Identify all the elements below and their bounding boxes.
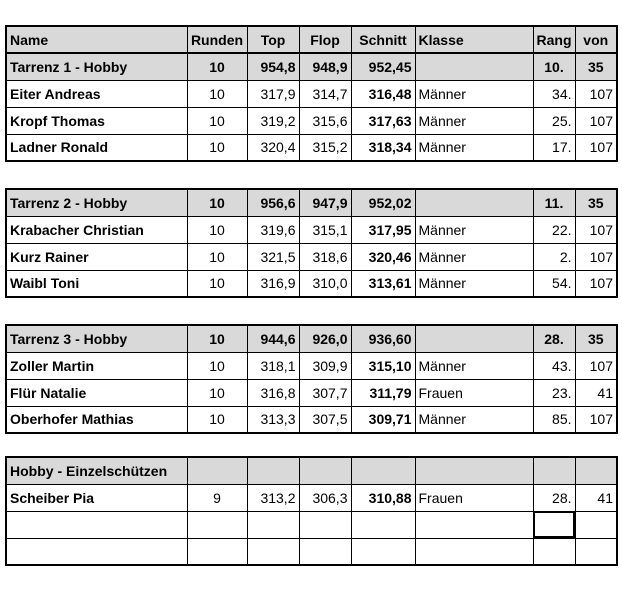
cell-von[interactable]: 107 — [575, 270, 617, 297]
cell-name[interactable]: Waibl Toni — [6, 270, 187, 297]
cell-rang[interactable]: 28. — [533, 325, 575, 352]
cell-rang[interactable] — [533, 457, 575, 484]
header-runden[interactable]: Runden — [187, 26, 247, 53]
cell-top[interactable]: 317,9 — [247, 80, 299, 107]
header-von[interactable]: von — [575, 26, 617, 53]
cell-rang[interactable]: 23. — [533, 379, 575, 406]
header-top[interactable]: Top — [247, 26, 299, 53]
table-row — [6, 107, 617, 134]
cell-name[interactable]: Zoller Martin — [6, 352, 187, 379]
cell-top[interactable] — [247, 457, 299, 484]
cell-top[interactable]: 313,2 — [247, 484, 299, 511]
cell-name[interactable]: Kurz Rainer — [6, 243, 187, 270]
cell-runden[interactable]: 10 — [187, 243, 247, 270]
header-row — [6, 26, 617, 53]
cell-runden[interactable]: 10 — [187, 80, 247, 107]
cell-runden[interactable]: 10 — [187, 270, 247, 297]
cell-klasse[interactable]: Männer — [415, 80, 533, 107]
cell-von[interactable] — [575, 457, 617, 484]
cell-name[interactable]: Tarrenz 1 - Hobby — [6, 53, 187, 80]
cell-name[interactable] — [6, 538, 187, 565]
cell-rang[interactable]: 28. — [533, 484, 575, 511]
cell-rang[interactable] — [533, 538, 575, 565]
cell-rang[interactable]: 54. — [533, 270, 575, 297]
cell-schnitt[interactable]: 320,46 — [351, 243, 415, 270]
cell-top[interactable]: 321,5 — [247, 243, 299, 270]
cell-runden[interactable]: 10 — [187, 53, 247, 80]
team-row — [6, 325, 617, 352]
cell-runden[interactable]: 10 — [187, 352, 247, 379]
cell-flop[interactable]: 947,9 — [299, 189, 351, 216]
cell-schnitt[interactable] — [351, 538, 415, 565]
results-header-table — [5, 25, 618, 54]
cell-rang[interactable]: 10. — [533, 53, 575, 80]
cell-top[interactable]: 956,6 — [247, 189, 299, 216]
cell-schnitt[interactable]: 309,71 — [351, 406, 415, 433]
cell-runden[interactable]: 10 — [187, 134, 247, 161]
table-row — [6, 243, 617, 270]
cell-rang[interactable]: 17. — [533, 134, 575, 161]
cell-name[interactable]: Eiter Andreas — [6, 80, 187, 107]
cell-schnitt[interactable]: 311,79 — [351, 379, 415, 406]
cell-rang[interactable]: 85. — [533, 406, 575, 433]
cell-name[interactable]: Tarrenz 3 - Hobby — [6, 325, 187, 352]
cell-flop[interactable] — [299, 538, 351, 565]
cell-von[interactable]: 107 — [575, 352, 617, 379]
table-row — [6, 134, 617, 161]
cell-von[interactable]: 35 — [575, 53, 617, 80]
cell-von[interactable]: 107 — [575, 243, 617, 270]
cell-schnitt[interactable]: 952,02 — [351, 189, 415, 216]
table-row — [6, 379, 617, 406]
cell-flop[interactable]: 948,9 — [299, 53, 351, 80]
fill-handle[interactable] — [573, 536, 576, 539]
cell-klasse[interactable]: Männer — [415, 134, 533, 161]
cell-schnitt[interactable]: 317,63 — [351, 107, 415, 134]
cell-von[interactable]: 35 — [575, 189, 617, 216]
cell-schnitt[interactable] — [351, 511, 415, 538]
table-row — [6, 352, 617, 379]
cell-von[interactable]: 107 — [575, 406, 617, 433]
cell-top[interactable] — [247, 511, 299, 538]
cell-schnitt[interactable]: 317,95 — [351, 216, 415, 243]
cell-von[interactable]: 107 — [575, 216, 617, 243]
group-table — [5, 324, 618, 434]
cell-top[interactable]: 320,4 — [247, 134, 299, 161]
cell-klasse[interactable] — [415, 457, 533, 484]
header-schnitt[interactable]: Schnitt — [351, 26, 415, 53]
cell-name[interactable]: Tarrenz 2 - Hobby — [6, 189, 187, 216]
cell-name[interactable]: Hobby - Einzelschützen — [6, 457, 187, 484]
cell-top[interactable] — [247, 538, 299, 565]
cell-rang[interactable]: 11. — [533, 189, 575, 216]
cell-name[interactable]: Krabacher Christian — [6, 216, 187, 243]
cell-klasse[interactable] — [415, 511, 533, 538]
cell-klasse[interactable]: Männer — [415, 216, 533, 243]
cell-runden[interactable] — [187, 511, 247, 538]
cell-rang[interactable]: 25. — [533, 107, 575, 134]
cell-flop[interactable]: 315,6 — [299, 107, 351, 134]
cell-top[interactable]: 316,9 — [247, 270, 299, 297]
cell-flop[interactable] — [299, 511, 351, 538]
cell-flop[interactable]: 315,1 — [299, 216, 351, 243]
cell-klasse[interactable] — [415, 538, 533, 565]
cell-klasse[interactable]: Männer — [415, 107, 533, 134]
cell-von[interactable]: 107 — [575, 80, 617, 107]
cell-klasse[interactable]: Männer — [415, 352, 533, 379]
cell-name[interactable]: Ladner Ronald — [6, 134, 187, 161]
cell-top[interactable]: 944,6 — [247, 325, 299, 352]
cell-runden[interactable]: 9 — [187, 484, 247, 511]
cell-klasse[interactable]: Männer — [415, 406, 533, 433]
cell-von[interactable]: 107 — [575, 134, 617, 161]
cell-runden[interactable] — [187, 538, 247, 565]
cell-top[interactable]: 954,8 — [247, 53, 299, 80]
header-klasse[interactable]: Klasse — [415, 26, 533, 53]
cell-runden[interactable] — [187, 457, 247, 484]
cell-runden[interactable]: 10 — [187, 107, 247, 134]
header-name[interactable]: Name — [6, 26, 187, 53]
cell-von[interactable]: 107 — [575, 107, 617, 134]
cell-rang[interactable]: 2. — [533, 243, 575, 270]
table-row — [6, 270, 617, 297]
cell-runden[interactable]: 10 — [187, 216, 247, 243]
cell-top[interactable]: 318,1 — [247, 352, 299, 379]
table-row — [6, 406, 617, 433]
cell-rang[interactable]: 22. — [533, 216, 575, 243]
cell-schnitt[interactable]: 952,45 — [351, 53, 415, 80]
group-table — [5, 188, 618, 298]
cell-top[interactable]: 316,8 — [247, 379, 299, 406]
table-row — [6, 538, 617, 565]
cell-name[interactable]: Oberhofer Mathias — [6, 406, 187, 433]
cell-name[interactable] — [6, 511, 187, 538]
cell-rang[interactable]: 34. — [533, 80, 575, 107]
cell-schnitt[interactable]: 936,60 — [351, 325, 415, 352]
selected-cell[interactable] — [533, 511, 575, 538]
cell-flop[interactable] — [299, 457, 351, 484]
table-row — [6, 484, 617, 511]
cell-von[interactable]: 41 — [575, 484, 617, 511]
table-row — [6, 511, 617, 538]
cell-flop[interactable]: 309,9 — [299, 352, 351, 379]
cell-top[interactable]: 313,3 — [247, 406, 299, 433]
cell-flop[interactable]: 307,7 — [299, 379, 351, 406]
cell-runden[interactable]: 10 — [187, 325, 247, 352]
cell-klasse[interactable]: Männer — [415, 270, 533, 297]
cell-klasse[interactable]: Frauen — [415, 379, 533, 406]
cell-von[interactable]: 35 — [575, 325, 617, 352]
cell-schnitt[interactable]: 310,88 — [351, 484, 415, 511]
cell-von[interactable] — [575, 538, 617, 565]
cell-top[interactable]: 319,2 — [247, 107, 299, 134]
group-table — [5, 52, 618, 162]
cell-schnitt[interactable]: 313,61 — [351, 270, 415, 297]
table-row — [6, 80, 617, 107]
cell-flop[interactable]: 926,0 — [299, 325, 351, 352]
cell-rang[interactable]: 43. — [533, 352, 575, 379]
cell-schnitt[interactable]: 316,48 — [351, 80, 415, 107]
cell-runden[interactable]: 10 — [187, 406, 247, 433]
cell-runden[interactable]: 10 — [187, 189, 247, 216]
cell-klasse[interactable] — [415, 325, 533, 352]
cell-klasse[interactable] — [415, 53, 533, 80]
cell-flop[interactable]: 315,2 — [299, 134, 351, 161]
header-rang[interactable]: Rang — [533, 26, 575, 53]
cell-von[interactable] — [575, 511, 617, 538]
header-flop[interactable]: Flop — [299, 26, 351, 53]
cell-name[interactable]: Flür Natalie — [6, 379, 187, 406]
cell-klasse[interactable] — [415, 189, 533, 216]
cell-schnitt[interactable]: 315,10 — [351, 352, 415, 379]
team-row — [6, 53, 617, 80]
team-row — [6, 189, 617, 216]
cell-name[interactable]: Kropf Thomas — [6, 107, 187, 134]
cell-klasse[interactable]: Männer — [415, 243, 533, 270]
group-table — [5, 456, 618, 566]
cell-flop[interactable]: 310,0 — [299, 270, 351, 297]
cell-schnitt[interactable] — [351, 457, 415, 484]
cell-schnitt[interactable]: 318,34 — [351, 134, 415, 161]
cell-von[interactable]: 41 — [575, 379, 617, 406]
team-row — [6, 457, 617, 484]
cell-top[interactable]: 319,6 — [247, 216, 299, 243]
cell-klasse[interactable]: Frauen — [415, 484, 533, 511]
cell-runden[interactable]: 10 — [187, 379, 247, 406]
cell-flop[interactable]: 318,6 — [299, 243, 351, 270]
cell-flop[interactable]: 306,3 — [299, 484, 351, 511]
table-row — [6, 216, 617, 243]
cell-flop[interactable]: 314,7 — [299, 80, 351, 107]
cell-flop[interactable]: 307,5 — [299, 406, 351, 433]
cell-name[interactable]: Scheiber Pia — [6, 484, 187, 511]
